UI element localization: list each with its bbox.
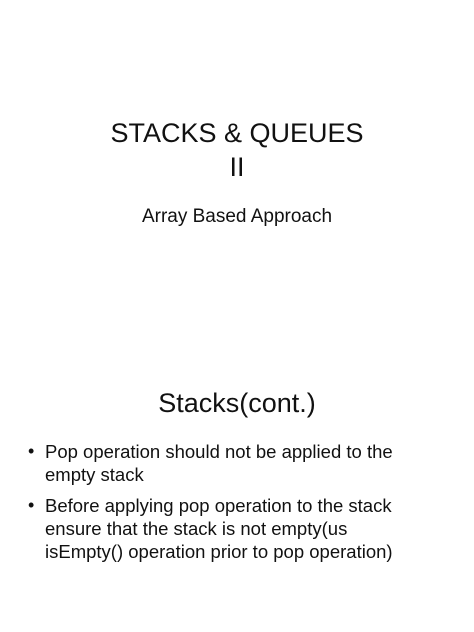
bullet-icon: • xyxy=(28,441,35,461)
slide-title xyxy=(0,116,474,184)
bullet-item xyxy=(26,494,456,563)
title-line-2: II xyxy=(229,152,245,182)
bullet-line: isEmpty() operation prior to pop operation) xyxy=(45,541,393,562)
bullet-icon: • xyxy=(28,495,35,515)
bullet-item xyxy=(26,440,456,486)
content-slide xyxy=(0,316,474,632)
bullet-line: Pop operation should not be applied to the xyxy=(45,441,393,462)
title-line-1: STACKS & QUEUES xyxy=(110,118,364,148)
slide-subtitle: Array Based Approach xyxy=(141,206,333,227)
slide-title: Stacks(cont.) xyxy=(158,388,316,418)
bullet-line: empty stack xyxy=(45,464,144,485)
bullet-list xyxy=(26,440,456,571)
bullet-line: Before applying pop operation to the stack xyxy=(45,495,392,516)
bullet-line: ensure that the stack is not empty(us xyxy=(45,518,348,539)
